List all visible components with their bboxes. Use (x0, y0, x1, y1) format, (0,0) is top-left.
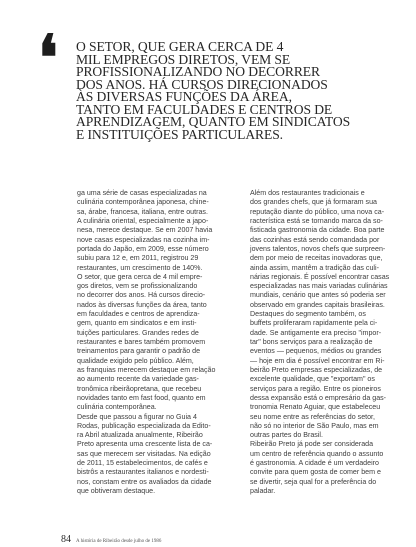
body-text-line: ga uma série de casas especializadas na (77, 189, 207, 197)
body-text-line: ra Abril atualizada anualmente, Ribeirão (77, 431, 203, 440)
body-text-line: é gastronomia. A cidade é um verdadeiro (250, 459, 379, 468)
body-text-line: Preto apresenta uma crescente lista de ca- (77, 440, 213, 449)
pull-quote-line: DOS ANOS. HÁ CURSOS DIRECIONADOS (76, 76, 328, 92)
body-text-line: tuições particulares. Grandes redes de (77, 328, 199, 337)
body-text-line: excelente qualidade, que "exportam" os (250, 375, 375, 384)
body-text-line: nove casas especializadas na cozinha im- (77, 235, 210, 244)
body-text-line: subiu para 12 e, em 2011, registrou 29 (77, 254, 199, 263)
body-text-line: paladar. (250, 487, 276, 495)
pull-quote-line: PROFISSIONALIZANDO NO DECORRER (76, 64, 320, 79)
body-text-line: A culinária oriental, especialmente a japo- (77, 216, 209, 225)
body-text-line: sa, árabe, francesa, italiana, entre outras. (77, 207, 208, 216)
body-text-line: Além dos restaurantes tradicionais e (250, 189, 365, 197)
body-text-line: restaurantes, um crescimento de 140%. (77, 263, 203, 272)
body-text-line: buffets proliferaram rapidamente pela ci- (250, 319, 378, 328)
body-text-line: sas que merecem ser visitadas. Na edição (77, 449, 211, 458)
body-text-line: as franquias merecem destaque em relação (77, 365, 216, 374)
body-text-line: convite para quem gosta de comer bem e (250, 468, 381, 477)
body-text-line: serviços para a região. Entre os pioneiros (250, 384, 381, 393)
page-footer (61, 529, 161, 547)
body-text-line: que obtiveram destaque. (77, 487, 156, 495)
pull-quote-line: MIL EMPREGOS DIRETOS, VEM SE (76, 51, 291, 67)
body-text-line: Desde que passou a figurar no Guia 4 (77, 412, 197, 421)
body-text-line: nados às diversas funções da área, tanto (77, 300, 207, 309)
running-footer-title: A história de Ribeirão desde julho de 1986 (76, 539, 162, 544)
body-text-line: Rodas, publicação especializada da Edito- (77, 421, 211, 430)
body-text-line: das cozinhas está sendo comandada por (250, 235, 380, 244)
body-text-line: racterística está se tornando marca da so- (250, 216, 383, 225)
body-text-line: em faculdades e centros de aprendiza- (77, 310, 200, 319)
body-text-line: ainda assim, mantêm a tradição das culi- (250, 263, 379, 272)
body-text-line: mundiais, cenário que antes só poderia ser (250, 291, 386, 300)
body-text-line: ao aumento recente da variedade gas- (77, 375, 199, 384)
body-text-line: dade. Se antigamente era preciso "impor- (250, 328, 382, 337)
body-text-line: O setor, que gera cerca de 4 mil empre- (77, 272, 203, 281)
pull-quote-line: APRENDIZAGEM, QUANTO EM SINDICATOS (76, 114, 351, 129)
body-text-line: qualidade exigido pelo público. Além, (77, 356, 194, 365)
body-text-line: não só no interior de São Paulo, mas em (250, 421, 379, 430)
body-text-line: dem por meio de receitas inovadoras que, (250, 254, 383, 263)
body-text-line: um centro de referência quando o assunto (250, 449, 384, 458)
body-text-line: beirão Preto empresas especializadas, de (250, 365, 383, 374)
quote-mark-icon: ❛ (38, 25, 58, 93)
body-text-line: de 2011, 15 estabelecimentos, de cafés e (77, 459, 208, 468)
body-column-left (77, 189, 232, 496)
body-column-right (250, 189, 405, 496)
pull-quote (76, 41, 386, 141)
body-text-line: — hoje em dia é possível encontrar em Ri- (250, 356, 385, 365)
body-text-line: Destaques do segmento também, os (250, 310, 366, 319)
pull-quote-line: E INSTITUIÇÕES PARTICULARES. (76, 126, 283, 142)
body-text-line: gem, quanto em sindicatos e em insti- (77, 319, 197, 328)
body-text-line: culinária contemporânea japonesa, chine- (77, 198, 209, 207)
body-text-line: tronomia Renato Aguiar, que estabeleceu (250, 403, 381, 412)
body-text-line: no decorrer dos anos. Há cursos direcio- (77, 291, 206, 300)
pull-quote-line: TANTO EM FACULDADES E CENTROS DE (76, 101, 333, 117)
body-text-line: nesa, merece destaque. Se em 2007 havia (77, 226, 213, 235)
body-text-line: outras partes do Brasil. (250, 431, 323, 440)
body-text-line: fisticada gastronomia da cidade. Boa parte (250, 226, 385, 235)
body-text-line: portada do Japão, em 2009, esse número (77, 244, 209, 253)
body-text-line: treinamentos para garantir o padrão de (77, 347, 201, 356)
body-text-line: eventos — pequenos, médios ou grandes (250, 347, 382, 356)
body-text-line: nárias regionais. É possível encontrar casas (250, 272, 390, 281)
body-text-line: observado em grandes capitais brasileiras. (250, 300, 385, 309)
body-text-line: culinária contemporânea. (77, 403, 157, 412)
body-text-line: novidades tanto em fast food, quanto em (77, 393, 206, 402)
body-text-line: jovens talentos, novos chefs que surpreen- (250, 244, 386, 253)
body-text-line: se divertir, seja qual for a preferência do (250, 477, 377, 486)
body-text-line: restaurantes e bares também promovem (77, 338, 206, 346)
body-text-line: seu nome entre as referências do setor, (250, 412, 375, 421)
body-text-line: gos diretos, vem se profissionalizando (77, 282, 198, 291)
body-text-line: reputação diante do público, uma nova ca- (250, 207, 385, 216)
body-text-line: dos grandes chefs, que já formaram sua (250, 198, 377, 207)
body-text-line: tronômica ribeirãopretana, que recebeu (77, 384, 202, 393)
pull-quote-line: O SETOR, QUE GERA CERCA DE 4 (76, 39, 284, 54)
body-text-line: tar" bons serviços para a realização de (250, 338, 373, 346)
body-text-line: especializadas nas mais variadas culinárias (250, 282, 388, 291)
pull-quote-line: ÀS DIVERSAS FUNÇÕES DA ÁREA, (76, 89, 292, 104)
body-text-line: dessa expansão está o empresário da gas- (250, 393, 387, 402)
body-text-line: bistrôs a restaurantes italianos e nordesti- (77, 468, 209, 477)
body-text-line: nos, constam entre os avaliados da cidade (77, 477, 212, 486)
body-text-line: Ribeirão Preto já pode ser considerada (250, 440, 374, 449)
page-number: 84 (61, 534, 71, 545)
